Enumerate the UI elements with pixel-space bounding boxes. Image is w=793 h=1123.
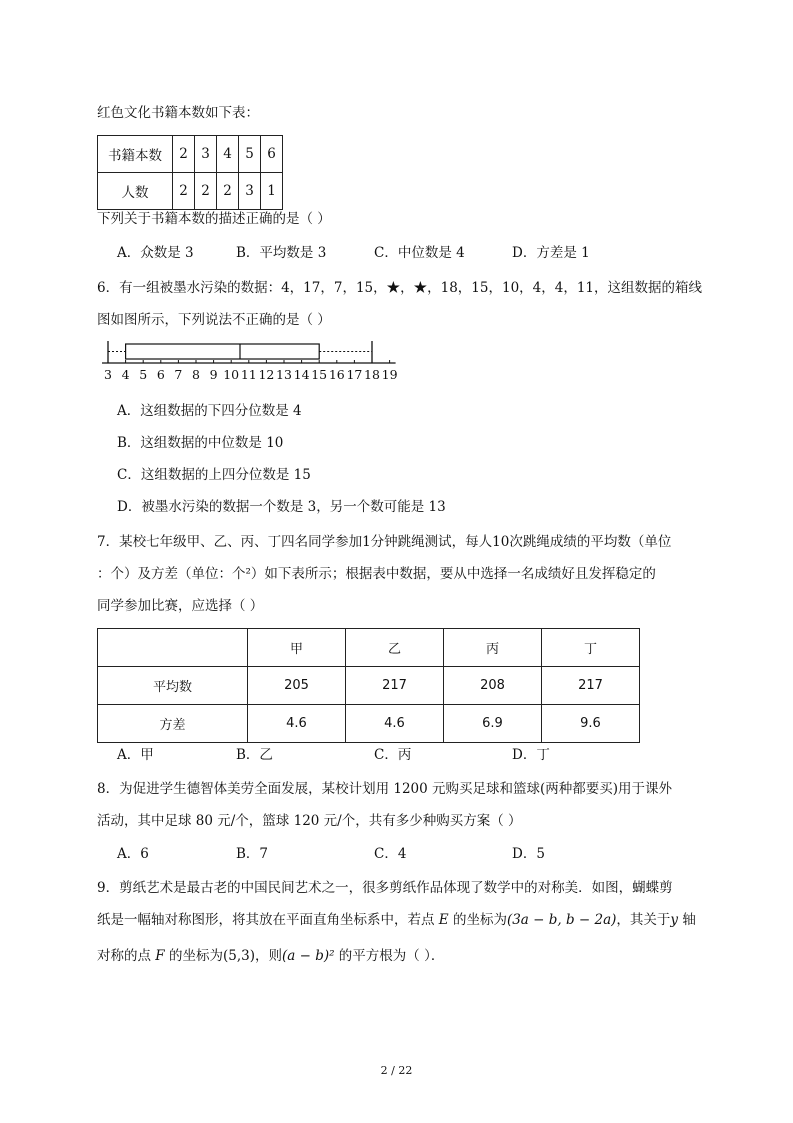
- q9-text: ，则: [254, 948, 282, 964]
- axis-tick-label: 6: [156, 367, 165, 382]
- table-header-cell: 丁: [542, 629, 640, 667]
- q9-text: 对称的点: [97, 948, 156, 964]
- table-row: [98, 173, 283, 210]
- axis-tick-label: 9: [209, 367, 218, 382]
- axis-tick-label: 16: [328, 367, 345, 382]
- q7-stem-line1: 7．某校七年级甲、乙、丙、丁四名同学参加1分钟跳绳测试，每人10次跳绳成绩的平均数（单位: [97, 534, 672, 550]
- table-cell: 3: [239, 173, 261, 210]
- q8-option-c: C．4: [374, 846, 407, 862]
- table-cell: 方差: [98, 705, 248, 743]
- q5-stem: 下列关于书籍本数的描述正确的是（ ）: [97, 211, 331, 227]
- q7-stem-line3: 同学参加比赛，应选择（ ）: [97, 598, 264, 614]
- table-row: [98, 136, 283, 173]
- q9-text: 轴: [678, 912, 696, 928]
- table-header-cell: [98, 629, 248, 667]
- axis-tick-label: 12: [258, 367, 275, 382]
- table-row: [98, 667, 640, 705]
- table-cell: 1: [261, 173, 283, 210]
- axis-tick-label: 3: [104, 367, 112, 382]
- table-cell: 9.6: [542, 705, 640, 743]
- q9-stem-line2: [97, 911, 696, 929]
- q7-stem-line2: ：个）及方差（单位：个²）如下表所示；根据表中数据，要从中选择一名成绩好且发挥稳定的: [97, 566, 656, 582]
- q5-option-d: D．方差是 1: [512, 245, 590, 261]
- q6-option-c: C．这组数据的上四分位数是 15: [117, 467, 311, 483]
- q7-option-d: D．丁: [512, 747, 550, 763]
- axis-tick-label: 13: [276, 367, 292, 382]
- axis-tick-label: 18: [364, 367, 380, 382]
- q8-option-a: A．6: [117, 846, 149, 862]
- q9-stem-line3: [97, 947, 444, 965]
- q9-text: 的坐标为: [164, 948, 223, 964]
- table-cell: 2: [173, 173, 195, 210]
- boxplot-figure: [96, 336, 416, 390]
- q6-stem-line2: 图如图所示，下列说法不正确的是（ ）: [97, 312, 331, 328]
- q9-text: 纸是一幅轴对称图形，将其放在平面直角坐标系中，若点: [97, 912, 439, 928]
- table-cell: 2: [217, 173, 239, 210]
- q6-stem-line1: 6．有一组被墨水污染的数据：4，17，7，15，★，★，18，15，10，4，4，11，这组数据的箱线: [97, 280, 703, 296]
- table-cell: 208: [444, 667, 542, 705]
- coordinate-e: (3a − b, b − 2a): [506, 912, 617, 928]
- books-table: [97, 135, 283, 210]
- q9-stem-line1: 9．剪纸艺术是最古老的中国民间艺术之一，很多剪纸作品体现了数学中的对称美．如图，蝴蝶剪: [97, 880, 673, 896]
- table-cell: 2: [173, 136, 195, 173]
- q8-stem-line2: 活动，其中足球 80 元/个，篮球 120 元/个，共有多少种购买方案（ ）: [97, 813, 522, 829]
- y-axis-label: y: [670, 912, 679, 928]
- table-cell: 217: [542, 667, 640, 705]
- q7-option-b: B．乙: [236, 747, 273, 763]
- table-cell: 书籍本数: [98, 136, 173, 173]
- table-cell: 5: [239, 136, 261, 173]
- table-cell: 205: [248, 667, 346, 705]
- axis-tick-label: 14: [293, 367, 310, 382]
- axis-tick-label: 7: [174, 367, 183, 382]
- axis-tick-label: 15: [311, 367, 328, 382]
- table-cell: 平均数: [98, 667, 248, 705]
- table-cell: 217: [346, 667, 444, 705]
- table-cell: 4: [217, 136, 239, 173]
- table-header-cell: 丙: [444, 629, 542, 667]
- table-row: [98, 629, 640, 667]
- expression: (a − b)²: [281, 948, 335, 964]
- coordinate-f: (5,3): [222, 948, 255, 964]
- axis-tick-label: 8: [192, 367, 200, 382]
- page-number: 2 / 22: [380, 1064, 413, 1077]
- axis-tick-label: 11: [240, 367, 257, 382]
- table-cell: 3: [195, 136, 217, 173]
- box: [126, 344, 320, 359]
- scores-table: [97, 628, 640, 743]
- q9-text: 的平方根为（ ）．: [334, 948, 445, 964]
- table-cell: 人数: [98, 173, 173, 210]
- q6-option-a: A．这组数据的下四分位数是 4: [117, 403, 302, 419]
- q8-option-b: B．7: [236, 846, 269, 862]
- q9-text: 的坐标为: [448, 912, 507, 928]
- table-header-cell: 乙: [346, 629, 444, 667]
- q7-option-c: C．丙: [374, 747, 412, 763]
- q8-stem-line1: 8．为促进学生德智体美劳全面发展，某校计划用 1200 元购买足球和篮球(两种都要买)用于课外: [97, 781, 673, 797]
- axis-tick-label: 5: [139, 367, 148, 382]
- q8-option-d: D．5: [512, 846, 545, 862]
- table-cell: 4.6: [248, 705, 346, 743]
- q6-option-d: D．被墨水污染的数据一个数是 3，另一个数可能是 13: [117, 499, 446, 515]
- q5-option-a: A．众数是 3: [117, 245, 194, 261]
- q6-option-b: B．这组数据的中位数是 10: [117, 435, 284, 451]
- axis-tick-label: 19: [381, 367, 398, 382]
- axis-tick-label: 10: [223, 367, 240, 382]
- q5-option-b: B．平均数是 3: [236, 245, 327, 261]
- q9-text: ，其关于: [616, 912, 671, 928]
- table-cell: 4.6: [346, 705, 444, 743]
- q7-option-a: A．甲: [117, 747, 154, 763]
- point-f-label: F: [155, 948, 165, 964]
- axis-tick-label: 17: [346, 367, 363, 382]
- table-cell: 2: [195, 173, 217, 210]
- table-cell: 6: [261, 136, 283, 173]
- table-header-cell: 甲: [248, 629, 346, 667]
- intro-text: 红色文化书籍本数如下表：: [97, 105, 259, 121]
- point-e-label: E: [438, 912, 449, 928]
- table-cell: 6.9: [444, 705, 542, 743]
- table-row: [98, 705, 640, 743]
- axis-tick-label: 4: [121, 367, 130, 382]
- q5-option-c: C．中位数是 4: [374, 245, 465, 261]
